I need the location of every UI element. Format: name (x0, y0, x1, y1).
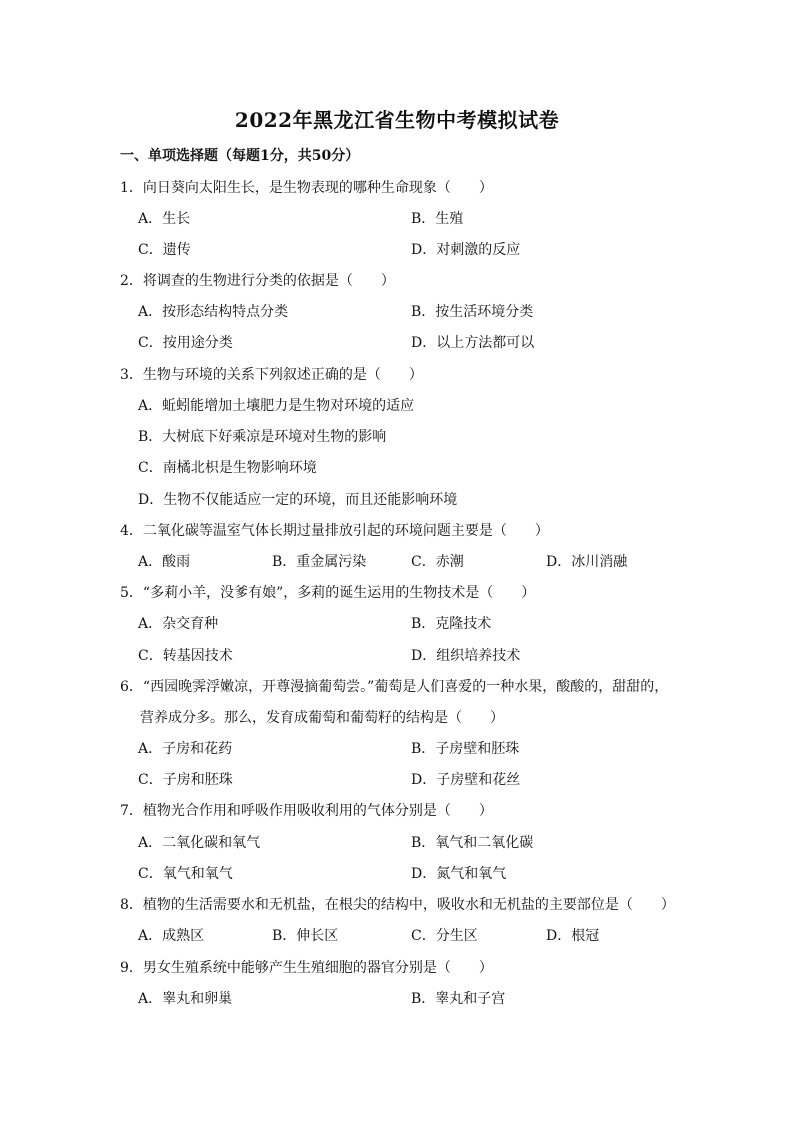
option-a: A．子房和花药 (138, 741, 233, 757)
option-d: D．生物不仅能适应一定的环境，而且还能影响环境 (138, 492, 458, 508)
question-9 (120, 957, 493, 977)
question-stem: 8．植物的生活需要水和无机盐，在根尖的结构中，吸收水和无机盐的主要部位是（ ） (120, 897, 675, 913)
option-b: B．子房壁和胚珠 (411, 741, 520, 757)
option-b: B．生殖 (411, 211, 464, 227)
option-d: D．冰川消融 (546, 554, 628, 570)
question-stem: 1．向日葵向太阳生长，是生物表现的哪种生命现象（ ） (120, 180, 493, 196)
option-d: D．子房壁和花丝 (411, 772, 521, 788)
option-a: A．二氧化碳和氧气 (138, 835, 261, 851)
option-c: C．转基因技术 (138, 648, 233, 664)
option-d: D．氮气和氧气 (411, 866, 507, 882)
option-b: B．大树底下好乘凉是环境对生物的影响 (138, 429, 387, 445)
question-5 (120, 582, 535, 602)
page-title: 2022年黑龙江省生物中考模拟试卷 (234, 108, 560, 132)
option-c: C．南橘北枳是生物影响环境 (138, 460, 317, 476)
option-d: D．以上方法都可以 (411, 335, 535, 351)
option-c: C．赤潮 (411, 554, 464, 570)
section-heading: 一、单项选择题（每题1分，共50分） (120, 148, 360, 164)
option-a: A．杂交育种 (138, 616, 219, 632)
option-a: A．成熟区 (138, 928, 205, 944)
question-6 (120, 676, 669, 726)
question-stem: 6．“西园晚霁浮嫩凉，开尊漫摘葡萄尝。”葡萄是人们喜爱的一种水果，酸酸的，甜甜的， (120, 679, 669, 695)
option-a: A．酸雨 (138, 554, 191, 570)
question-8 (120, 894, 675, 914)
question-stem: 7．植物光合作用和呼吸作用吸收利用的气体分别是（ ） (120, 803, 493, 819)
option-d: D．根冠 (546, 928, 600, 944)
option-a: A．生长 (138, 211, 191, 227)
option-b: B．伸长区 (272, 928, 339, 944)
option-a: A．按形态结构特点分类 (138, 304, 289, 320)
question-stem: 9．男女生殖系统中能够产生生殖细胞的器官分别是（ ） (120, 960, 493, 976)
option-b: B．睾丸和子宫 (411, 991, 506, 1007)
option-a: A．睾丸和卵巢 (138, 991, 233, 1007)
option-d: D．对刺激的反应 (411, 242, 521, 258)
question-stem: 3．生物与环境的关系下列叙述正确的是（ ） (120, 367, 423, 383)
question-stem: 5．“多莉小羊，没爹有娘”，多莉的诞生运用的生物技术是（ ） (120, 585, 536, 601)
question-stem: 4．二氧化碳等温室气体长期过量排放引起的环境问题主要是（ ） (120, 523, 549, 539)
option-c: C．子房和胚珠 (138, 772, 233, 788)
question-3 (120, 364, 423, 384)
question-stem: 2．将调查的生物进行分类的依据是（ ） (120, 273, 395, 289)
option-c: C．氧气和氧气 (138, 866, 233, 882)
option-b: B．按生活环境分类 (411, 304, 534, 320)
option-b: B．氧气和二氧化碳 (411, 835, 534, 851)
option-c: C．按用途分类 (138, 335, 233, 351)
question-4 (120, 520, 549, 540)
option-c: C．遗传 (138, 242, 191, 258)
option-a: A．蚯蚓能增加土壤肥力是生物对环境的适应 (138, 398, 415, 414)
question-stem-continued: 营养成分多。那么，发育成葡萄和葡萄籽的结构是（ ） (140, 710, 504, 726)
option-b: B．重金属污染 (272, 554, 367, 570)
question-1 (120, 177, 493, 197)
option-b: B．克隆技术 (411, 616, 492, 632)
option-d: D．组织培养技术 (411, 648, 521, 664)
option-c: C．分生区 (411, 928, 478, 944)
question-2 (120, 270, 395, 290)
question-7 (120, 800, 493, 820)
